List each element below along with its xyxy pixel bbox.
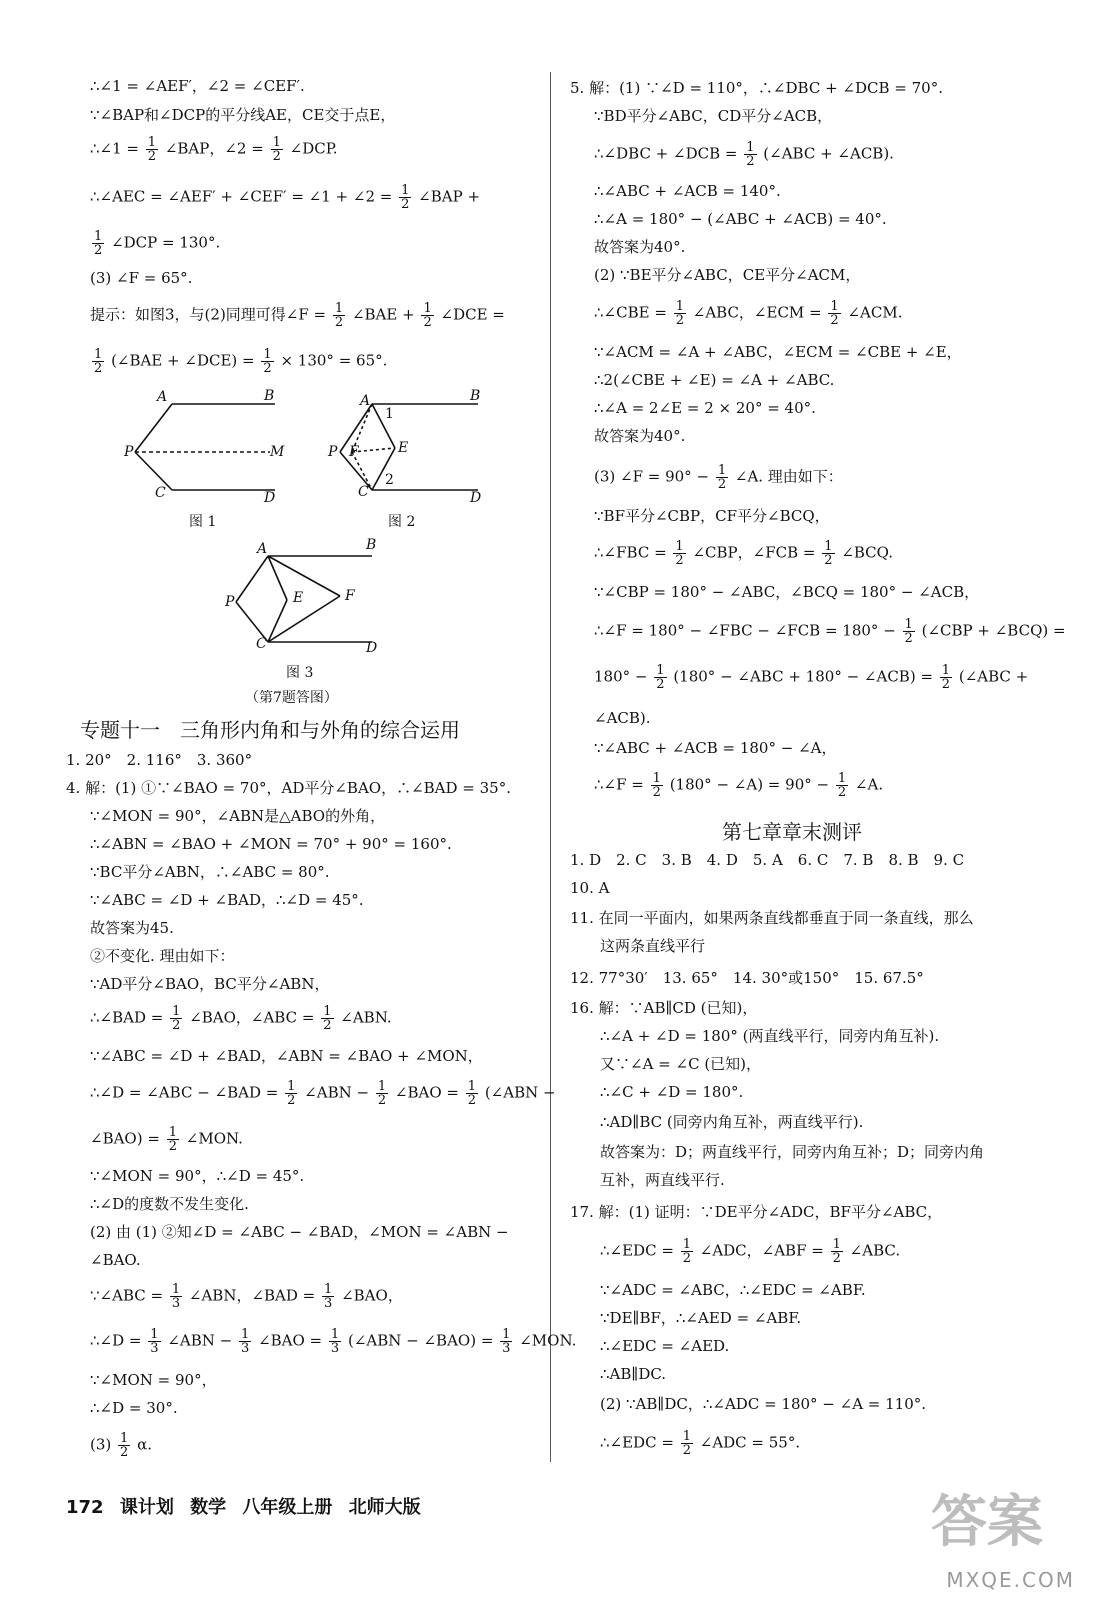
text: ∠ABC. bbox=[849, 1241, 901, 1260]
figure-caption: 图 3 bbox=[286, 665, 314, 681]
text: ∴∠F = bbox=[594, 775, 644, 794]
page-footer: 172 课计划 数学 八年级上册 北师大版 bbox=[66, 1497, 421, 1518]
text: 提示：如图3，与(2)同理可得∠F = bbox=[90, 305, 327, 324]
equation-line bbox=[600, 1238, 900, 1265]
fraction: $\frac{1}{2}$ bbox=[377, 1079, 387, 1108]
text-line: 故答案为：D；两直线平行，同旁内角互补；D；同旁内角 bbox=[600, 1143, 985, 1161]
text: ∠ABN，∠BAD = bbox=[188, 1286, 316, 1305]
text-line: ∵∠CBP = 180° − ∠ABC，∠BCQ = 180° − ∠ACB， bbox=[594, 583, 980, 601]
text-line: ∵∠MON = 90°，∴∠D = 45°. bbox=[90, 1167, 305, 1185]
text-line: ∵∠ACM = ∠A + ∠ABC，∠ECM = ∠CBE + ∠E， bbox=[594, 343, 962, 361]
text: ∠DCE = bbox=[440, 305, 505, 324]
text-line: (2) 由 (1) ②知∠D = ∠ABC − ∠BAD，∠MON = ∠ABN − bbox=[90, 1223, 509, 1241]
text: ∠MON. bbox=[519, 1331, 577, 1350]
text: ∠ABN. bbox=[340, 1008, 392, 1027]
fraction: $\frac{1}{2}$ bbox=[272, 135, 281, 164]
equation-line bbox=[594, 141, 894, 168]
point-label: A bbox=[360, 393, 371, 409]
point-label: P bbox=[225, 594, 235, 610]
text: ∠A. bbox=[854, 775, 884, 794]
fraction: $\frac{1}{2}$ bbox=[824, 539, 833, 568]
equation-line bbox=[594, 664, 1028, 691]
angle-label: 2 bbox=[385, 472, 394, 488]
point-label: D bbox=[366, 640, 378, 656]
text-line: 16. 解：∵AB∥CD (已知)， bbox=[570, 999, 758, 1017]
text: (180° − ∠ABC + 180° − ∠ACB) = bbox=[673, 667, 934, 686]
text: ∠DCP. bbox=[289, 139, 338, 158]
text: ∠BAP，∠2 = bbox=[164, 139, 264, 158]
text-line: ∵∠ABC = ∠D + ∠BAD，∴∠D = 45°. bbox=[90, 891, 364, 909]
text-line: ∵∠ABC = ∠D + ∠BAD，∠ABN = ∠BAO + ∠MON， bbox=[90, 1047, 483, 1065]
equation-line bbox=[90, 1005, 392, 1032]
point-label: C bbox=[256, 636, 267, 652]
text: ∠ACM. bbox=[847, 303, 903, 322]
text-line: ∴∠C + ∠D = 180°. bbox=[600, 1083, 744, 1101]
point-label: F bbox=[345, 588, 355, 604]
text: ∴∠BAD = bbox=[90, 1008, 164, 1027]
text: ∠A. 理由如下： bbox=[734, 467, 843, 486]
figure-caption: （第7题答图） bbox=[245, 690, 338, 706]
fraction: $\frac{1}{2}$ bbox=[467, 1079, 477, 1108]
fraction: $\frac{1}{2}$ bbox=[656, 663, 665, 692]
point-label: A bbox=[257, 541, 268, 557]
text: ∴∠DBC + ∠DCB = bbox=[594, 144, 738, 163]
fraction: $\frac{1}{3}$ bbox=[502, 1327, 511, 1356]
section-heading: 第七章章末测评 bbox=[722, 820, 862, 844]
text: ∠BCQ. bbox=[841, 543, 893, 562]
text-line: ②不变化. 理由如下： bbox=[90, 947, 235, 965]
fraction: $\frac{1}{2}$ bbox=[147, 135, 157, 164]
text: × 130° = 65°. bbox=[280, 351, 388, 370]
text-line: ∵DE∥BF，∴∠AED = ∠ABF. bbox=[600, 1309, 802, 1327]
text-line: 互补，两直线平行. bbox=[600, 1171, 725, 1189]
text-line: ∴∠ABC + ∠ACB = 140°. bbox=[594, 182, 781, 200]
text-line: 故答案为45. bbox=[90, 919, 174, 937]
text-line: ∴∠A = 2∠E = 2 × 20° = 40°. bbox=[594, 399, 816, 417]
text-line: ∠ACB). bbox=[594, 709, 651, 727]
fraction: $\frac{1}{2}$ bbox=[837, 771, 847, 800]
text-line: 11. 在同一平面内，如果两条直线都垂直于同一条直线，那么 bbox=[570, 909, 974, 927]
point-label: B bbox=[366, 537, 377, 553]
text-line: 5. 解：(1) ∵∠D = 110°，∴∠DBC + ∠DCB = 70°. bbox=[570, 79, 943, 97]
text-line: ∴∠D = 30°. bbox=[90, 1399, 178, 1417]
text-line: ∠BAO. bbox=[90, 1251, 141, 1269]
fraction: $\frac{1}{2}$ bbox=[323, 1004, 332, 1033]
fraction: $\frac{1}{2}$ bbox=[717, 463, 727, 492]
text: ∠DCP = 130°. bbox=[111, 233, 221, 252]
text-line: (2) ∵BE平分∠ABC，CE平分∠ACM， bbox=[594, 266, 861, 284]
point-label: B bbox=[470, 388, 481, 404]
figure-caption: 图 2 bbox=[388, 514, 416, 530]
text-line: ∵BD平分∠ABC，CD平分∠ACB， bbox=[594, 107, 833, 125]
point-label: A bbox=[157, 389, 168, 405]
text: ∠BAO) = bbox=[90, 1129, 160, 1148]
text: ∴∠EDC = bbox=[600, 1433, 674, 1452]
text: (∠ABC + bbox=[958, 667, 1029, 686]
text-line: 17. 解：(1) 证明：∵DE平分∠ADC，BF平分∠ABC， bbox=[570, 1203, 943, 1221]
text: ∴∠1 = bbox=[90, 139, 139, 158]
point-label: C bbox=[358, 484, 369, 500]
text: (∠BAE + ∠DCE) = bbox=[111, 351, 255, 370]
equation-line bbox=[594, 300, 902, 327]
text: ∠BAO， bbox=[341, 1286, 403, 1305]
text: ∠ABN − bbox=[304, 1083, 370, 1102]
text-line: ∵∠ABC + ∠ACB = 180° − ∠A， bbox=[594, 739, 837, 757]
text-line: 这两条直线平行 bbox=[600, 937, 706, 955]
equation-line bbox=[90, 1080, 556, 1107]
fraction: $\frac{1}{2}$ bbox=[94, 229, 103, 258]
text: ∴∠EDC = bbox=[600, 1241, 674, 1260]
fraction: $\frac{1}{3}$ bbox=[241, 1327, 250, 1356]
fraction: $\frac{1}{2}$ bbox=[263, 347, 272, 376]
text: 180° − bbox=[594, 667, 648, 686]
fraction: $\frac{1}{2}$ bbox=[832, 1237, 841, 1266]
fraction: $\frac{1}{2}$ bbox=[120, 1431, 129, 1460]
equation-line bbox=[600, 1430, 800, 1457]
text: (∠ABN − bbox=[484, 1083, 556, 1102]
equation-line bbox=[594, 464, 843, 491]
text: ∠ABC，∠ECM = bbox=[692, 303, 822, 322]
point-label: D bbox=[264, 490, 276, 506]
equation-line bbox=[90, 1328, 576, 1355]
text-line: 故答案为40°. bbox=[594, 238, 686, 256]
point-label: M bbox=[270, 444, 285, 460]
watermark-text: MXQE.COM bbox=[946, 1568, 1075, 1592]
text-line: ∴∠A + ∠D = 180° (两直线平行，同旁内角互补). bbox=[600, 1027, 940, 1045]
section-heading: 专题十一 三角形内角和与外角的综合运用 bbox=[80, 718, 460, 742]
text-line: ∴∠1 = ∠AEF′，∠2 = ∠CEF′. bbox=[90, 77, 305, 95]
text: ∠BAO = bbox=[258, 1331, 323, 1350]
fraction: $\frac{1}{2}$ bbox=[675, 299, 684, 328]
text-line: ∴∠A = 180° − (∠ABC + ∠ACB) = 40°. bbox=[594, 210, 887, 228]
text: ∠ADC，∠ABF = bbox=[699, 1241, 824, 1260]
text: ∴∠CBE = bbox=[594, 303, 667, 322]
text-line: 10. A bbox=[570, 879, 610, 897]
text-line: ∵∠BAP和∠DCP的平分线AE，CE交于点E， bbox=[90, 106, 396, 124]
equation-line bbox=[594, 618, 1066, 645]
text-line: ∴AD∥BC (同旁内角互补，两直线平行). bbox=[600, 1113, 864, 1131]
fraction: $\frac{1}{2}$ bbox=[682, 1237, 691, 1266]
text-line: (3) ∠F = 65°. bbox=[90, 269, 193, 287]
text: (3) bbox=[90, 1435, 112, 1454]
fraction: $\frac{1}{2}$ bbox=[287, 1079, 296, 1108]
text: ∴∠FBC = bbox=[594, 543, 667, 562]
point-label: P bbox=[124, 444, 134, 460]
text-line: 4. 解：(1) ①∵∠BAO = 70°，AD平分∠BAO，∴∠BAD = 35°. bbox=[66, 779, 511, 797]
fraction: $\frac{1}{2}$ bbox=[682, 1429, 691, 1458]
text: (∠ABC + ∠ACB). bbox=[763, 144, 894, 163]
text-line: ∴∠ABN = ∠BAO + ∠MON = 70° + 90° = 160°. bbox=[90, 835, 452, 853]
text: ∴∠F = 180° − ∠FBC − ∠FCB = 180° − bbox=[594, 621, 896, 640]
equation-line bbox=[90, 1432, 152, 1459]
text: ∴∠AEC = ∠AEF′ + ∠CEF′ = ∠1 + ∠2 = bbox=[90, 187, 393, 206]
text-line: 12. 77°30′ 13. 65° 14. 30°或150° 15. 67.5° bbox=[570, 969, 924, 987]
text-line: ∵AD平分∠BAO，BC平分∠ABN， bbox=[90, 975, 330, 993]
fraction: $\frac{1}{2}$ bbox=[423, 301, 432, 330]
fraction: $\frac{1}{2}$ bbox=[94, 347, 103, 376]
fraction: $\frac{1}{2}$ bbox=[746, 140, 755, 169]
watermark-logo: 答案 bbox=[931, 1490, 1043, 1555]
angle-label: 1 bbox=[385, 406, 394, 422]
text-line: ∵∠MON = 90°，∠ABN是△ABO的外角， bbox=[90, 807, 386, 825]
equation-line bbox=[594, 772, 883, 799]
text-line: ∵∠ADC = ∠ABC，∴∠EDC = ∠ABF. bbox=[600, 1281, 866, 1299]
text-line: 故答案为40°. bbox=[594, 427, 686, 445]
point-label: E bbox=[398, 440, 409, 456]
text-line: 1. 20° 2. 116° 3. 360° bbox=[66, 751, 253, 769]
equation-line bbox=[90, 1283, 403, 1310]
text-line: ∵∠MON = 90°， bbox=[90, 1371, 217, 1389]
fraction: $\frac{1}{3}$ bbox=[324, 1282, 333, 1311]
fraction: $\frac{1}{2}$ bbox=[334, 301, 344, 330]
text-line: 1. D 2. C 3. B 4. D 5. A 6. C 7. B 8. B 9. C bbox=[570, 851, 965, 869]
text: ∠BAE + bbox=[351, 305, 415, 324]
text-line: ∴∠D的度数不发生变化. bbox=[90, 1195, 249, 1213]
text: (∠CBP + ∠BCQ) = bbox=[921, 621, 1066, 640]
point-label: P bbox=[328, 444, 338, 460]
fraction: $\frac{1}{2}$ bbox=[401, 183, 410, 212]
point-label: F bbox=[349, 444, 359, 460]
fraction: $\frac{1}{2}$ bbox=[941, 663, 951, 692]
fraction: $\frac{1}{3}$ bbox=[150, 1327, 159, 1356]
text: α. bbox=[137, 1435, 152, 1454]
fraction: $\frac{1}{2}$ bbox=[652, 771, 661, 800]
text-line: ∵BC平分∠ABN，∴∠ABC = 80°. bbox=[90, 863, 330, 881]
point-label: B bbox=[264, 388, 275, 404]
text: ∠BAP + bbox=[418, 187, 481, 206]
fraction: $\frac{1}{2}$ bbox=[904, 617, 913, 646]
text: ∠BAO = bbox=[394, 1083, 459, 1102]
text: ∠ADC = 55°. bbox=[699, 1433, 801, 1452]
point-label: E bbox=[293, 590, 304, 606]
fraction: $\frac{1}{3}$ bbox=[330, 1327, 340, 1356]
fraction: $\frac{1}{2}$ bbox=[172, 1004, 181, 1033]
text: (180° − ∠A) = 90° − bbox=[669, 775, 830, 794]
text: (∠ABN − ∠BAO) = bbox=[347, 1331, 494, 1350]
text-line: (2) ∵AB∥DC，∴∠ADC = 180° − ∠A = 110°. bbox=[600, 1395, 927, 1413]
fraction: $\frac{1}{2}$ bbox=[675, 539, 684, 568]
equation-line bbox=[90, 1126, 243, 1153]
fraction: $\frac{1}{2}$ bbox=[830, 299, 839, 328]
text: ∠CBP，∠FCB = bbox=[692, 543, 816, 562]
fraction: $\frac{1}{2}$ bbox=[168, 1125, 177, 1154]
fraction: $\frac{1}{3}$ bbox=[171, 1282, 181, 1311]
text: (3) ∠F = 90° − bbox=[594, 467, 710, 486]
text: ∠ABN − bbox=[167, 1331, 233, 1350]
equation-line bbox=[594, 540, 893, 567]
text-line: ∴2(∠CBE + ∠E) = ∠A + ∠ABC. bbox=[594, 371, 835, 389]
text-line: ∵BF平分∠CBP，CF平分∠BCQ， bbox=[594, 507, 830, 525]
text: ∠MON. bbox=[185, 1129, 243, 1148]
figure-caption: 图 1 bbox=[189, 514, 217, 530]
text: ∴∠D = ∠ABC − ∠BAD = bbox=[90, 1083, 279, 1102]
text: ∵∠ABC = bbox=[90, 1286, 164, 1305]
point-label: C bbox=[155, 485, 166, 501]
text-line: 又∵∠A = ∠C (已知)， bbox=[600, 1055, 762, 1073]
text: ∴∠D = bbox=[90, 1331, 142, 1350]
point-label: D bbox=[470, 490, 482, 506]
text: ∠BAO，∠ABC = bbox=[189, 1008, 315, 1027]
text-line: ∴AB∥DC. bbox=[600, 1365, 667, 1383]
text-line: ∴∠EDC = ∠AED. bbox=[600, 1337, 730, 1355]
